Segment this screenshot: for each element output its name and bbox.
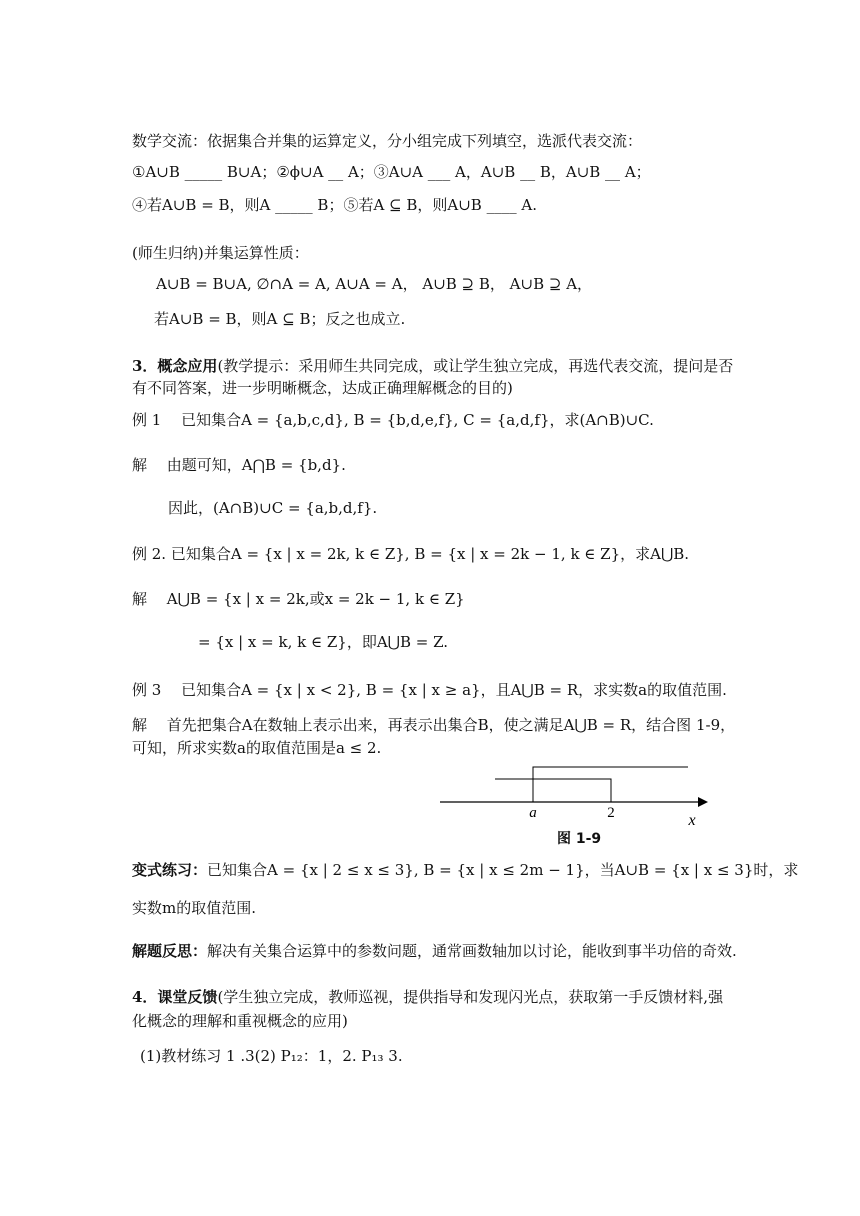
line-text: 化概念的理解和重视概念的应用) <box>132 1012 348 1030</box>
text-line <box>154 309 405 329</box>
text-line <box>132 987 723 1007</box>
section-heading: 变式练习： <box>132 861 208 879</box>
line-text: = {x | x = k, k ∈ Z}，即A⋃B = Z. <box>198 633 449 651</box>
section-heading: 4．课堂反馈 <box>132 988 218 1006</box>
line-text: 可知，所求实数a的取值范围是a ≤ 2. <box>132 739 382 757</box>
text-line <box>132 715 735 735</box>
line-text: A∪B = B∪A, ∅∩A = A, A∪A = A， A∪B ⊇ B， A∪B ⊇ A， <box>156 275 593 293</box>
text-line <box>140 1046 403 1066</box>
text-line <box>132 195 537 215</box>
line-text: (师生归纳)并集运算性质： <box>132 244 309 262</box>
label-a: a <box>529 805 537 821</box>
line-text: 实数m的取值范围. <box>132 899 256 917</box>
text-line <box>132 162 651 182</box>
text-line <box>132 589 465 609</box>
line-text: (学生独立完成，教师巡视，提供指导和发现闪光点，获取第一手反馈材料,强 <box>217 988 724 1006</box>
line-text: 解 首先把集合A在数轴上表示出来，再表示出集合B，使之满足A⋃B = R，结合图 1-9， <box>132 716 736 734</box>
text-line <box>132 455 346 475</box>
line-text: 例 2. 已知集合A = {x | x = 2k, k ∈ Z}, B = {x | x = 2k − 1, k ∈ Z}，求A⋃B. <box>132 545 690 563</box>
figure-caption: 图 1-9 <box>557 831 602 847</box>
line-text: ①A∪B _____ B∪A；②ϕ∪A __ A；③A∪A ___ A，A∪B __ B，A∪B __ A； <box>132 163 651 181</box>
line-text: 有不同答案，进一步明晰概念，达成正确理解概念的目的) <box>132 379 513 397</box>
line-text: 已知集合A = {x | 2 ≤ x ≤ 3}, B = {x | x ≤ 2m − 1}，当A∪B = {x | x ≤ 3}时，求 <box>207 861 799 879</box>
text-line <box>132 243 309 263</box>
text-line <box>156 274 592 294</box>
label-2: 2 <box>607 805 615 821</box>
line-text: 数学交流：依据集合并集的运算定义，分小组完成下列填空，选派代表交流： <box>132 132 643 150</box>
text-line <box>198 632 448 652</box>
text-line <box>132 544 689 564</box>
text-line <box>132 131 642 151</box>
text-line <box>132 680 727 700</box>
line-text: 例 3 已知集合A = {x | x < 2}, B = {x | x ≥ a}，且A⋃B = R，求实数a的取值范围. <box>132 681 727 699</box>
line-text: ④若A∪B = B，则A _____ B；⑤若A ⊆ B，则A∪B ____ A. <box>132 196 537 214</box>
line-text: (教学提示：采用师生共同完成，或让学生独立完成，再选代表交流，提问是否 <box>217 357 734 375</box>
line-text: 解 A⋃B = {x | x = 2k,或x = 2k − 1, k ∈ Z} <box>132 590 465 608</box>
text-line <box>132 738 381 758</box>
text-line <box>132 898 256 918</box>
label-x: x <box>688 812 696 829</box>
set-a-bracket <box>495 779 611 802</box>
axis-arrow-icon <box>698 797 708 807</box>
text-line <box>132 378 513 398</box>
section-heading: 解题反思： <box>132 942 208 960</box>
section-heading: 3．概念应用 <box>132 357 218 375</box>
line-text: (1)教材练习 1 .3(2) P₁₂：1，2. P₁₃ 3. <box>140 1047 403 1065</box>
line-text: 例 1 已知集合A = {a,b,c,d}, B = {b,d,e,f}, C = {a,d,f}，求(A∩B)∪C. <box>132 411 654 429</box>
text-line <box>168 498 377 518</box>
text-line <box>132 860 798 880</box>
text-line <box>132 1011 348 1031</box>
line-text: 因此，(A∩B)∪C = {a,b,d,f}. <box>168 499 378 517</box>
text-line <box>132 356 733 376</box>
text-line <box>132 410 654 430</box>
line-text: 解 由题可知，A⋂B = {b,d}. <box>132 456 346 474</box>
line-text: 若A∪B = B，则A ⊆ B；反之也成立. <box>154 310 406 328</box>
text-line <box>132 941 737 961</box>
line-text: 解决有关集合运算中的参数问题，通常画数轴加以讨论，能收到事半功倍的奇效. <box>207 942 737 960</box>
